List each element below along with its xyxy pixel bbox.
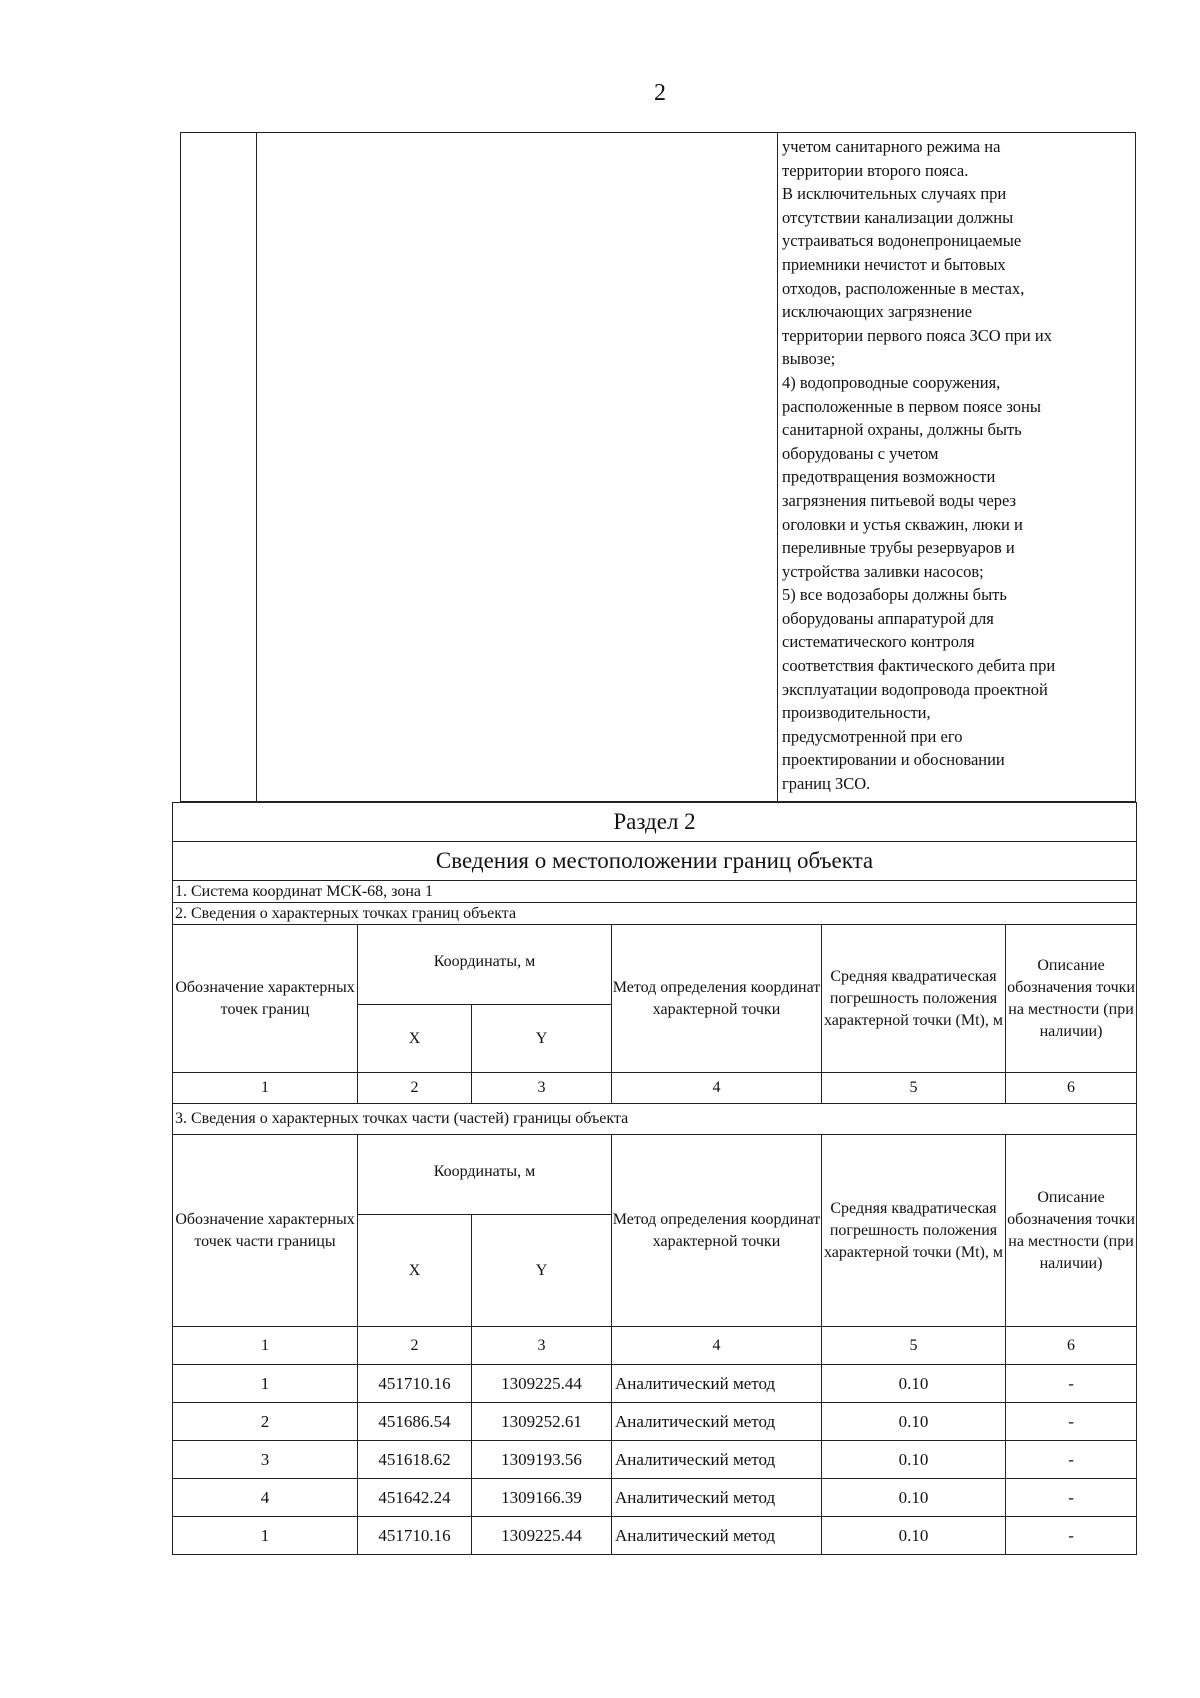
t1-colnum: 4 — [612, 1073, 822, 1104]
text-line: переливные трубы резервуаров и — [782, 538, 1015, 558]
t1-col-y: Y — [472, 1005, 612, 1073]
point-cell: 1 — [173, 1365, 358, 1403]
t1-col-x: X — [358, 1005, 472, 1073]
t2-colnum: 5 — [822, 1327, 1006, 1365]
text-line: устройства заливки насосов; — [782, 561, 984, 581]
t1-col-coords: Координаты, м — [358, 925, 612, 1005]
t2-col-error: Средняя квадратическая погрешность положения характерной точки (Mt), м — [822, 1135, 1006, 1327]
description-cell: - — [1006, 1479, 1137, 1517]
y-cell: 1309193.56 — [472, 1441, 612, 1479]
t1-col-description: Описание обозначения точки на местности (при наличии) — [1006, 925, 1137, 1073]
t2-colnum: 2 — [358, 1327, 472, 1365]
error-cell: 0.10 — [822, 1479, 1006, 1517]
t1-colnum: 2 — [358, 1073, 472, 1104]
error-cell: 0.10 — [822, 1517, 1006, 1555]
t1-col-method: Метод определения координат характерной точки — [612, 925, 822, 1073]
text-line: оголовки и устья скважин, люки и — [782, 514, 1023, 534]
points-heading: 2. Сведения о характерных точках границ объекта — [173, 903, 1137, 925]
x-cell: 451642.24 — [358, 1479, 472, 1517]
parts-heading: 3. Сведения о характерных точках части (частей) границы объекта — [173, 1104, 1137, 1135]
table-row — [173, 1365, 1137, 1403]
text-line: предотвращения возможности — [782, 467, 996, 487]
description-cell: - — [1006, 1441, 1137, 1479]
t2-col-designation: Обозначение характерных точек части границы — [173, 1135, 358, 1327]
text-line: отсутствии канализации должны — [782, 207, 1014, 227]
method-cell: Аналитический метод — [612, 1403, 822, 1441]
t1-col-designation: Обозначение характерных точек границ — [173, 925, 358, 1073]
y-cell: 1309252.61 — [472, 1403, 612, 1441]
x-cell: 451710.16 — [358, 1517, 472, 1555]
text-line: 4) водопроводные сооружения, — [782, 372, 1001, 392]
table-row — [173, 1403, 1137, 1441]
text-line: территории второго пояса. — [782, 160, 969, 180]
text-line: систематического контроля — [782, 632, 975, 652]
text-line: территории первого пояса ЗСО при их — [782, 325, 1052, 345]
t2-col-y: Y — [472, 1215, 612, 1327]
error-cell: 0.10 — [822, 1365, 1006, 1403]
point-cell: 2 — [173, 1403, 358, 1441]
coord-system-line: 1. Система координат МСК-68, зона 1 — [173, 881, 1137, 903]
t1-colnum: 3 — [472, 1073, 612, 1104]
x-cell: 451686.54 — [358, 1403, 472, 1441]
text-line: санитарной охраны, должны быть — [782, 420, 1022, 440]
method-cell: Аналитический метод — [612, 1365, 822, 1403]
point-cell: 1 — [173, 1517, 358, 1555]
text-line: соответствия фактического дебита при — [782, 656, 1056, 676]
t2-colnum: 1 — [173, 1327, 358, 1365]
text-line: оборудованы аппаратурой для — [782, 608, 994, 628]
continuation-text — [782, 135, 1133, 796]
table-row — [173, 1479, 1137, 1517]
error-cell: 0.10 — [822, 1403, 1006, 1441]
text-line: границ ЗСО. — [782, 774, 871, 794]
t2-colnum: 6 — [1006, 1327, 1137, 1365]
t1-colnum: 5 — [822, 1073, 1006, 1104]
text-line: 5) все водозаборы должны быть — [782, 585, 1007, 605]
method-cell: Аналитический метод — [612, 1479, 822, 1517]
t2-col-x: X — [358, 1215, 472, 1327]
text-line: оборудованы с учетом — [782, 443, 939, 463]
table-row — [173, 1517, 1137, 1555]
method-cell: Аналитический метод — [612, 1517, 822, 1555]
section-title: Сведения о местоположении границ объекта — [173, 842, 1137, 881]
t2-colnum: 4 — [612, 1327, 822, 1365]
y-cell: 1309166.39 — [472, 1479, 612, 1517]
y-cell: 1309225.44 — [472, 1517, 612, 1555]
t1-col-error: Средняя квадратическая погрешность положения характерной точки (Mt), м — [822, 925, 1006, 1073]
method-cell: Аналитический метод — [612, 1441, 822, 1479]
text-line: приемники нечистот и бытовых — [782, 254, 1006, 274]
continuation-text-cell — [778, 133, 1136, 802]
text-line: проектировании и обосновании — [782, 750, 1005, 770]
continuation-cell-number — [181, 133, 257, 802]
t1-colnum: 6 — [1006, 1073, 1137, 1104]
continuation-table — [180, 132, 1136, 802]
table-row — [173, 1441, 1137, 1479]
t2-colnum: 3 — [472, 1327, 612, 1365]
point-cell: 3 — [173, 1441, 358, 1479]
error-cell: 0.10 — [822, 1441, 1006, 1479]
description-cell: - — [1006, 1365, 1137, 1403]
text-line: отходов, расположенные в местах, — [782, 278, 1025, 298]
text-line: производительности, — [782, 703, 931, 723]
text-line: вывозе; — [782, 349, 836, 369]
description-cell: - — [1006, 1403, 1137, 1441]
y-cell: 1309225.44 — [472, 1365, 612, 1403]
x-cell: 451710.16 — [358, 1365, 472, 1403]
text-line: исключающих загрязнение — [782, 302, 973, 322]
section-2-table — [172, 802, 1137, 1555]
text-line: расположенные в первом поясе зоны — [782, 396, 1041, 416]
t2-col-description: Описание обозначения точки на местности (при наличии) — [1006, 1135, 1137, 1327]
page-number: 2 — [654, 80, 666, 106]
text-line: предусмотренной при его — [782, 726, 963, 746]
t2-col-method: Метод определения координат характерной точки — [612, 1135, 822, 1327]
text-line: устраиваться водонепроницаемые — [782, 231, 1022, 251]
text-line: загрязнения питьевой воды через — [782, 490, 1017, 510]
continuation-cell-name — [257, 133, 778, 802]
point-cell: 4 — [173, 1479, 358, 1517]
x-cell: 451618.62 — [358, 1441, 472, 1479]
description-cell: - — [1006, 1517, 1137, 1555]
t2-col-coords: Координаты, м — [358, 1135, 612, 1215]
text-line: эксплуатации водопровода проектной — [782, 679, 1048, 699]
text-line: учетом санитарного режима на — [782, 137, 1001, 156]
t1-colnum: 1 — [173, 1073, 358, 1104]
section-heading: Раздел 2 — [173, 803, 1137, 842]
text-line: В исключительных случаях при — [782, 184, 1007, 204]
